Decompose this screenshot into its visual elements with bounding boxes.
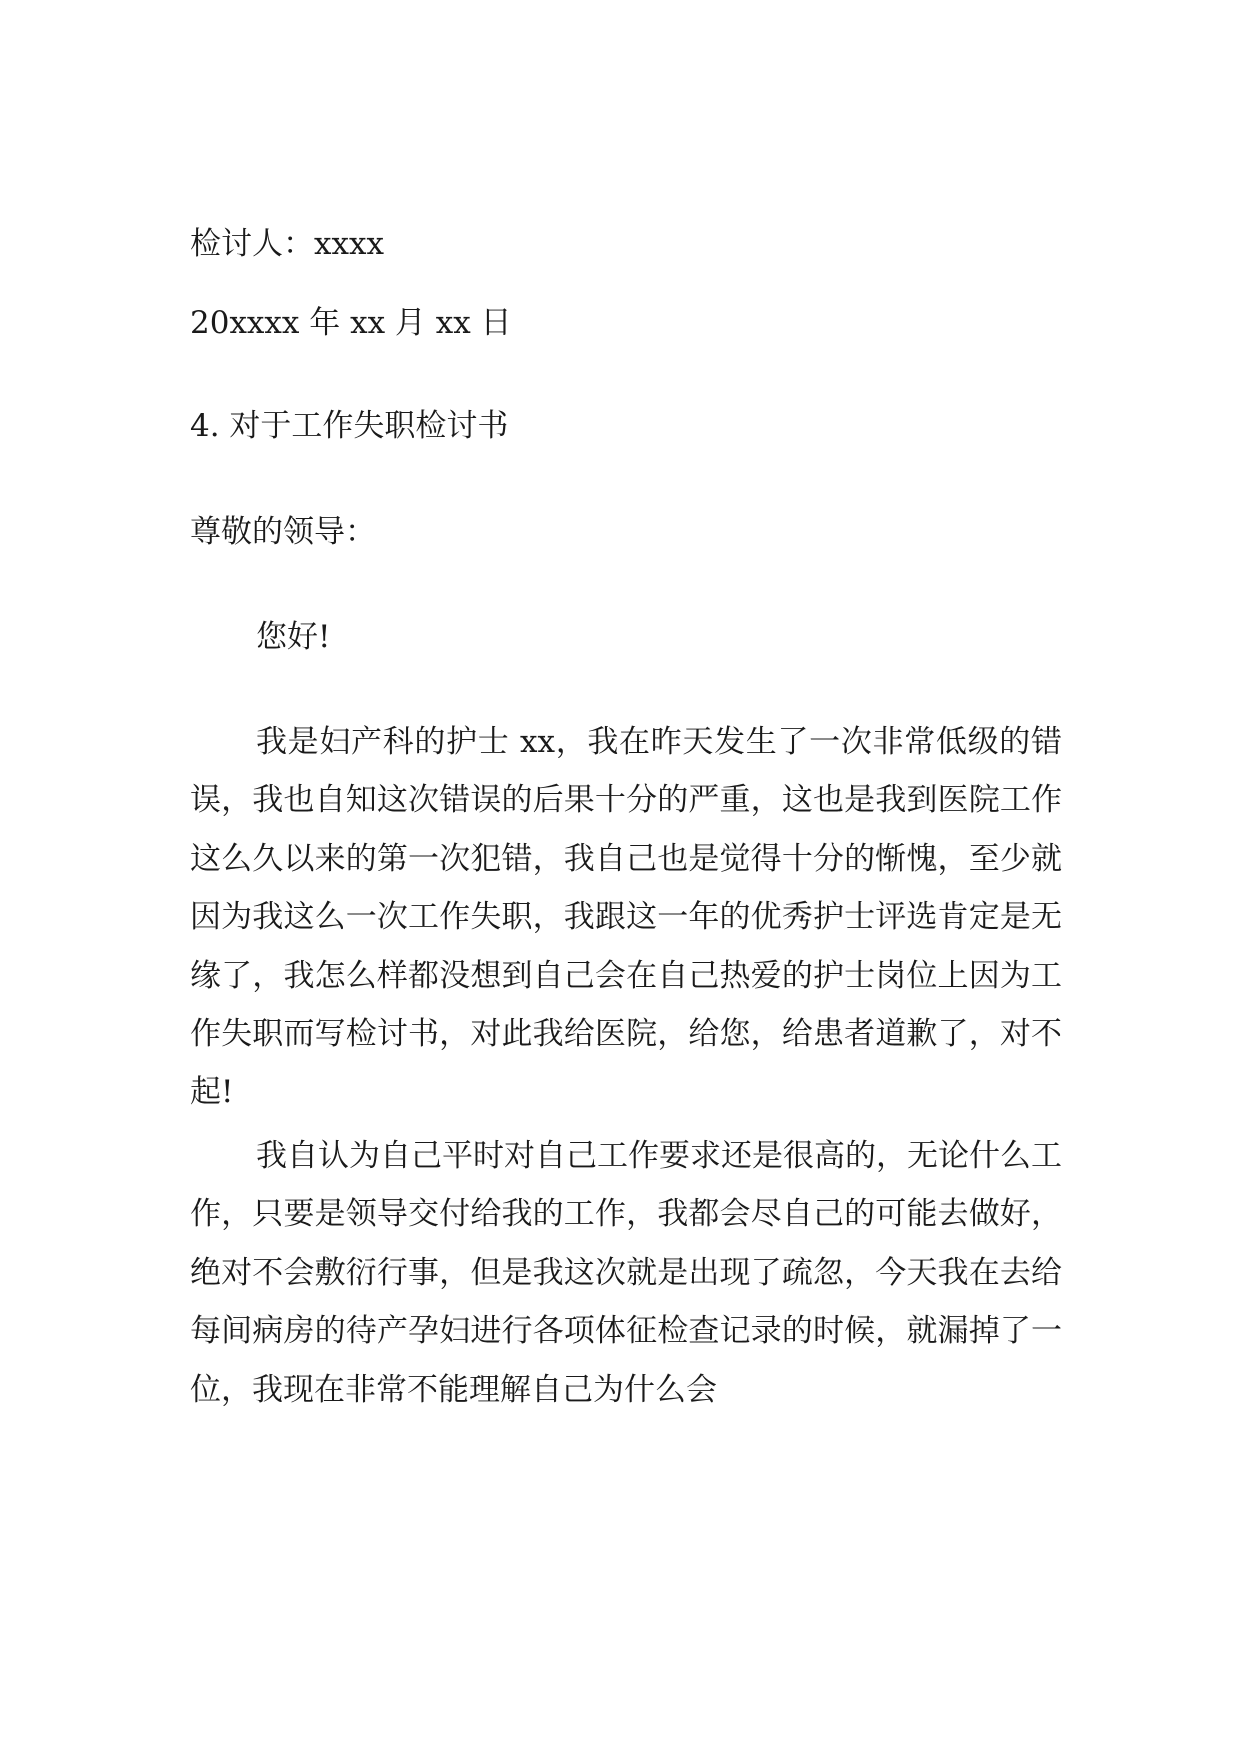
section-title: 4. 对于工作失职检讨书 xyxy=(190,408,509,444)
body-paragraph-1: 我是妇产科的护士 xx，我在昨天发生了一次非常低级的错误，我也自知这次错误的后果十分的严重，这也是我到医院工作这么久以来的第一次犯错，我自己也是觉得十分的惭愧，至少就因为我这么一次工作失职，我跟这一年的优秀护士评选肯定是无缘了，我怎么样都没想到自己会在自己热爱的护士岗位上因为工作失职而写检讨书，对此我给医院，给您，给患者道歉了，对不起! xyxy=(190,724,1062,1111)
body-paragraph-2: 我自认为自己平时对自己工作要求还是很高的，无论什么工作，只要是领导交付给我的工作，我都会尽自己的可能去做好，绝对不会敷衍行事，但是我这次就是出现了疏忽，今天我在去给每间病房的待产孕妇进行各项体征检查记录的时候，就漏掉了一位，我现在非常不能理解自己为什么会 xyxy=(190,1138,1062,1408)
date-line: 20xxxx 年 xx 月 xx 日 xyxy=(190,305,512,341)
reviewer-line: 检讨人：xxxx xyxy=(190,226,384,262)
salutation: 尊敬的领导： xyxy=(190,514,376,550)
greeting: 您好! xyxy=(256,619,331,655)
